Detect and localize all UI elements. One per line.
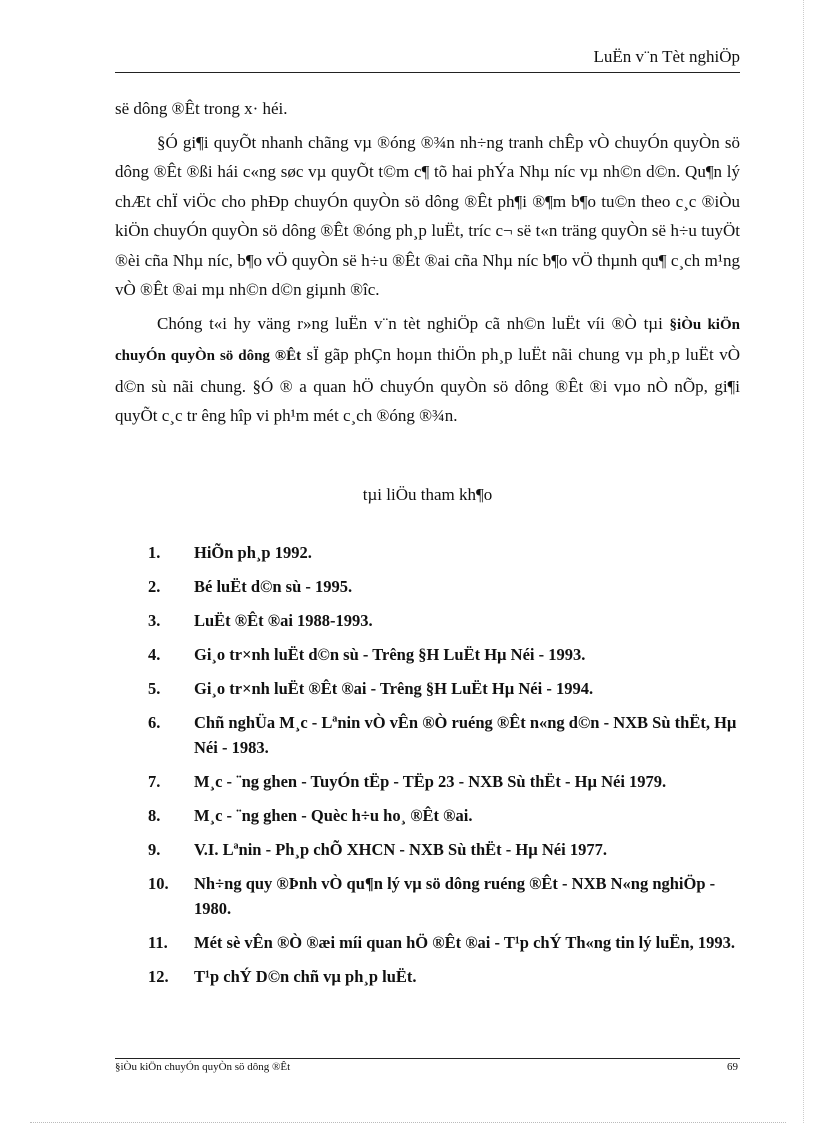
reference-item — [148, 964, 740, 989]
reference-item — [148, 837, 740, 862]
reference-number: 4. — [148, 645, 161, 664]
reference-item — [148, 574, 740, 599]
page-number: 69 — [727, 1061, 738, 1073]
reference-item — [148, 803, 740, 828]
reference-text: Bé luËt d©n sù - 1995. — [194, 577, 353, 596]
reference-text: Chñ nghÜa M¸c - Lªnin vÒ vÊn ®Ò ruéng ®Êt n«ng d©n - NXB Sù thËt, Hµ Néi - 1983. — [194, 713, 737, 757]
page-right-edge — [803, 0, 804, 1123]
reference-text: T¹p chÝ D©n chñ vµ ph¸p luËt. — [194, 967, 417, 986]
reference-item — [148, 608, 740, 633]
reference-item — [148, 930, 740, 955]
reference-number: 1. — [148, 543, 161, 562]
reference-item — [148, 769, 740, 794]
reference-number: 5. — [148, 679, 161, 698]
reference-number: 6. — [148, 713, 161, 732]
header-divider — [115, 72, 740, 73]
document-body — [115, 94, 740, 435]
reference-number: 8. — [148, 806, 161, 825]
reference-number: 11. — [148, 933, 168, 952]
paragraph-3 — [115, 309, 740, 431]
references-heading: tµi liÖu tham kh¶o — [362, 485, 493, 504]
footer-divider — [115, 1058, 740, 1059]
paragraph-3-end: sÏ gãp phÇn hoµn thiÖn ph¸p luËt nãi chung vµ ph¸p luËt vÒ d©n sù nãi chung. §Ó ® a quan hÖ chuyÓn quyÒn sö dông ®Êt ®i vµo nÒ nÕp, gi¶i quyÕt c¸c tr êng hîp vi ph¹m mét c¸ch ®óng ®¾n. — [115, 345, 740, 425]
reference-text: HiÕn ph¸p 1992. — [194, 543, 312, 562]
running-footer: §iÒu kiÖn chuyÓn quyÒn sö dông ®Êt — [115, 1061, 291, 1073]
reference-item — [148, 676, 740, 701]
reference-text: M¸c - ¨ng ghen - Quèc h÷u ho¸ ®Êt ®ai. — [194, 806, 473, 825]
paragraph-2: §Ó gi¶i quyÕt nhanh chãng vµ ®óng ®¾n nh÷ng tranh chÊp vÒ chuyÓn quyÒn sö dông ®Êt ®ßi hái c«ng søc vµ quyÕt t©m c¶ tõ hai phÝa Nhµ níc vµ nh©n d©n. Qu¶n lý chÆt chÏ viÖc cho phÐp chuyÓn quyÒn sö dông ®Êt ph¶i ®¶m b¶o tu©n theo c¸c ®iÒu kiÖn chuyÓn quyÒn sö dông ®Êt ®óng ph¸p luËt, tríc c¬ së t«n träng quyÒn së h÷u tuyÖt ®èi cña Nhµ níc, b¶o vÖ quyÒn së h÷u ®Êt ®ai cña Nhµ níc b¶o vÖ thµnh qu¶ c¸ch m¹ng vÒ ®Êt ®ai mµ nh©n d©n giµnh ®îc. — [115, 132, 740, 299]
reference-item — [148, 871, 740, 921]
reference-text: Gi¸o tr×nh luËt d©n sù - Trêng §H LuËt Hµ Néi - 1993. — [194, 645, 586, 664]
reference-text: LuËt ®Êt ®ai 1988-1993. — [194, 611, 373, 630]
reference-text: V.I. Lªnin - Ph¸p chÕ XHCN - NXB Sù thËt - Hµ Néi 1977. — [194, 840, 607, 859]
paragraph-3-start: Chóng t«i hy väng r»ng luËn v¨n tèt nghiÖp cã nh©n luËt víi ®Ò tµi — [157, 313, 670, 333]
paragraph-1: së dông ®Êt trong x· héi. — [115, 99, 288, 118]
reference-item — [148, 710, 740, 760]
reference-item — [148, 540, 740, 565]
reference-item — [148, 642, 740, 667]
reference-text: M¸c - ¨ng ghen - TuyÓn tËp - TËp 23 - NXB Sù thËt - Hµ Néi 1979. — [194, 772, 667, 791]
reference-number: 9. — [148, 840, 161, 859]
reference-list — [148, 540, 740, 998]
reference-text: Gi¸o tr×nh luËt ®Êt ®ai - Trêng §H LuËt Hµ Néi - 1994. — [194, 679, 594, 698]
reference-text: Nh÷ng quy ®Þnh vÒ qu¶n lý vµ sö dông ruéng ®Êt - NXB N«ng nghiÖp - 1980. — [194, 874, 716, 918]
reference-number: 3. — [148, 611, 161, 630]
reference-text: Mét sè vÊn ®Ò ®æi míi quan hÖ ®Êt ®ai - T¹p chÝ Th«ng tin lý luËn, 1993. — [194, 933, 735, 952]
thesis-title: §iÒu kiÖn chuyÓn quyÒn sö dông ®Êt — [115, 316, 740, 364]
reference-number: 7. — [148, 772, 161, 791]
reference-number: 2. — [148, 577, 161, 596]
running-header: LuËn v¨n Tèt nghiÖp — [593, 47, 740, 66]
reference-number: 10. — [148, 874, 169, 893]
reference-number: 12. — [148, 967, 169, 986]
